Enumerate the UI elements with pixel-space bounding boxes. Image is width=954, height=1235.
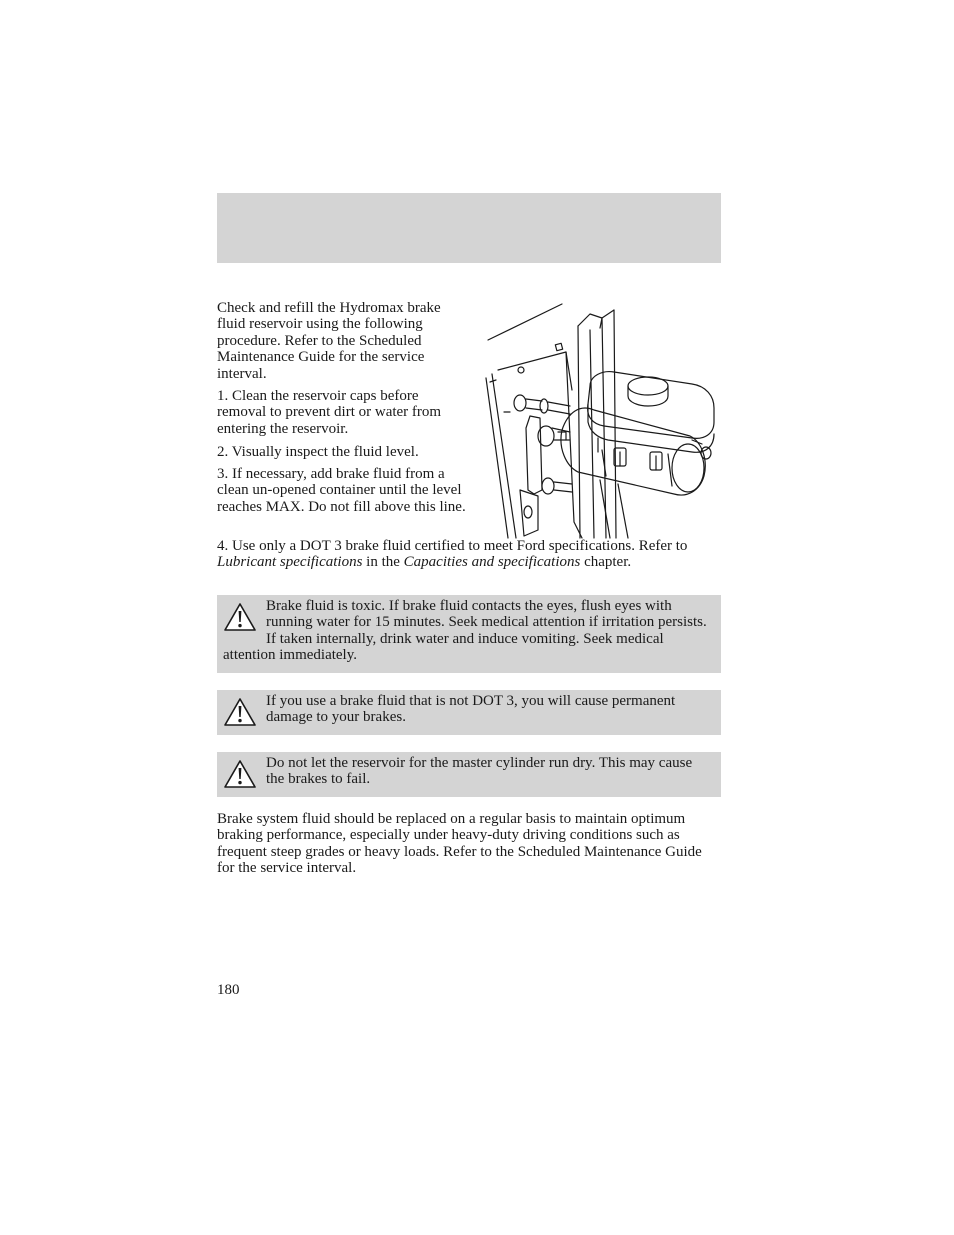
step-1: 1. Clean the reservoir caps before removal to prevent dirt or water from entering the reservoir. <box>217 388 442 437</box>
step-3: 3. If necessary, add brake fluid from a clean un-opened container until the level reaches MAX. Do not fill above this line. <box>217 466 466 515</box>
step-4-text-3: chapter. <box>580 554 632 571</box>
warning-triangle-icon <box>223 697 257 727</box>
warning-box-run-dry <box>217 752 721 797</box>
warning-box-toxic <box>217 595 721 673</box>
capacities-specifications-ref: Capacities and specifications <box>403 554 581 571</box>
intro-paragraph: Check and refill the Hydromax brake fluid reservoir using the following procedure. Refer to the Scheduled Maintenance Guide for the service interval. <box>217 300 441 382</box>
step-2: 2. Visually inspect the fluid level. <box>217 444 419 460</box>
warning-box-dot3 <box>217 690 721 735</box>
step-4 <box>217 538 721 571</box>
warning-text-run-dry: Do not let the reservoir for the master cylinder run dry. This may cause the brakes to fail. <box>266 755 693 788</box>
section-header-band <box>217 193 721 263</box>
warning-triangle-icon <box>223 602 257 632</box>
closing-paragraph: Brake system fluid should be replaced on a regular basis to maintain optimum braking performance, especially under heavy-duty driving conditions such as frequent steep grades or heavy loads. Refer to the Scheduled Maintenance Guide for the service interval. <box>217 811 702 877</box>
step-4-text: 4. Use only a DOT 3 brake fluid certified to meet Ford specifications. Refer to <box>217 538 688 554</box>
step-4-text-2: in the <box>362 554 404 571</box>
warning-triangle-icon <box>223 759 257 789</box>
page-number: 180 <box>217 982 240 998</box>
master-cylinder-illustration <box>478 300 721 540</box>
lubricant-specifications-ref: Lubricant specifications <box>217 554 363 571</box>
warning-text-dot3: If you use a brake fluid that is not DOT 3, you will cause permanent damage to your brakes. <box>266 693 676 726</box>
warning-text-toxic: Brake fluid is toxic. If brake fluid contacts the eyes, flush eyes with running water for 15 minutes. Seek medical attention if irritation persists. If taken internally, drink water and induce vomiting. Seek medical attention immediately. <box>223 598 707 664</box>
